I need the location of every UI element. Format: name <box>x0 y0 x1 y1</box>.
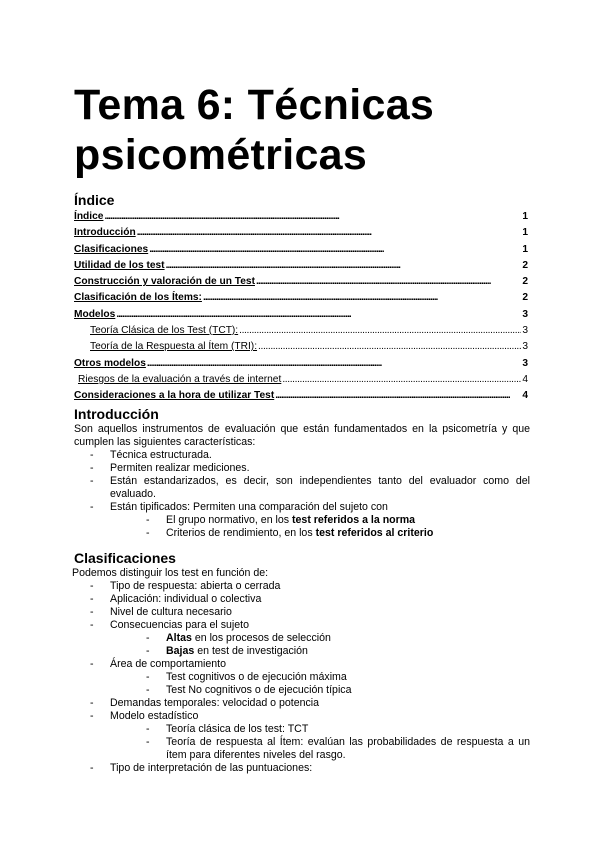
toc-entry[interactable]: Índice . . . 1 <box>74 209 528 225</box>
list-item: - Técnica estructurada. <box>74 449 530 462</box>
toc-entry[interactable]: Teoría Clásica de los Test (TCT): . . . 3 <box>74 323 528 339</box>
toc-entry[interactable]: Modelos . . . 3 <box>74 307 528 323</box>
index-heading: Índice <box>74 192 115 208</box>
list-item: - Test cognitivos o de ejecución máxima <box>146 671 530 684</box>
intro-paragraph: Son aquellos instrumentos de evaluación que están fundamentados en la psicometría y que cumplen las siguientes características: <box>74 423 530 448</box>
toc-entry[interactable]: Utilidad de los test . . . 2 <box>74 258 528 274</box>
sub-list <box>146 671 530 697</box>
toc-entry[interactable]: Consideraciones a la hora de utilizar Test . . . 4 <box>74 388 528 404</box>
list-item: - El grupo normativo, en los test referidos a la norma <box>146 514 530 527</box>
intro-heading: Introducción <box>74 406 159 422</box>
sub-list <box>146 723 530 762</box>
toc-entry[interactable]: Otros modelos . . . 3 <box>74 356 528 372</box>
list-item: - Área de comportamiento - Test cognitivos o de ejecución máxima - Test No cognitivos o de ejecución típica <box>74 658 530 697</box>
list-item: - Aplicación: individual o colectiva <box>74 593 530 606</box>
list-item: - Están estandarizados, es decir, son independientes tanto del evaluador como del evaluado. <box>74 475 530 501</box>
list-item: - Teoría de respuesta al Ítem: evalúan las probabilidades de respuesta a un ítem para diferentes niveles del rasgo. <box>146 736 530 762</box>
list-item: - Criterios de rendimiento, en los test referidos al criterio <box>146 527 530 540</box>
intro-list <box>74 449 530 540</box>
sub-list <box>146 514 530 540</box>
toc-entry[interactable]: Clasificaciones . . . 1 <box>74 242 528 258</box>
list-item: - Altas en los procesos de selección <box>146 632 530 645</box>
list-item: - Permiten realizar mediciones. <box>74 462 530 475</box>
list-item: - Modelo estadístico - Teoría clásica de los test: TCT - Teoría de respuesta al Ítem: evalúan las probabilidades de respuesta a un ítem para diferentes niveles del rasgo. <box>74 710 530 762</box>
clasificaciones-list <box>74 580 530 775</box>
table-of-contents <box>74 209 528 405</box>
clasificaciones-paragraph: Podemos distinguir los test en función de: <box>72 567 269 579</box>
clasificaciones-section <box>74 550 530 775</box>
list-item: - Test No cognitivos o de ejecución típica <box>146 684 530 697</box>
document-title: Tema 6: Técnicas psicométricas <box>74 81 435 179</box>
list-item: - Nivel de cultura necesario <box>74 606 530 619</box>
list-item: - Tipo de respuesta: abierta o cerrada <box>74 580 530 593</box>
clasificaciones-heading: Clasificaciones <box>74 550 176 566</box>
toc-entry[interactable]: Clasificación de los Ítems: . . . 2 <box>74 290 528 306</box>
list-item: - Tipo de interpretación de las puntuaciones: <box>74 762 530 775</box>
sub-list <box>146 632 530 658</box>
toc-entry[interactable]: Introducción . . . 1 <box>74 225 528 241</box>
toc-entry[interactable]: Teoría de la Respuesta al Ítem (TRI): . . . 3 <box>74 339 528 355</box>
toc-entry[interactable]: Riesgos de la evaluación a través de internet . . . 4 <box>74 372 528 388</box>
list-item: - Teoría clásica de los test: TCT <box>146 723 530 736</box>
list-item: - Están tipificados: Permiten una comparación del sujeto con - El grupo normativo, en los test referidos a la norma - Criterios de rendimiento, en los test referidos al criterio <box>74 501 530 540</box>
list-item: - Bajas en test de investigación <box>146 645 530 658</box>
toc-entry[interactable]: Construcción y valoración de un Test . . . 2 <box>74 274 528 290</box>
list-item: - Consecuencias para el sujeto - Altas en los procesos de selección - Bajas en test de investigación <box>74 619 530 658</box>
intro-section <box>74 406 530 540</box>
list-item: - Demandas temporales: velocidad o potencia <box>74 697 530 710</box>
